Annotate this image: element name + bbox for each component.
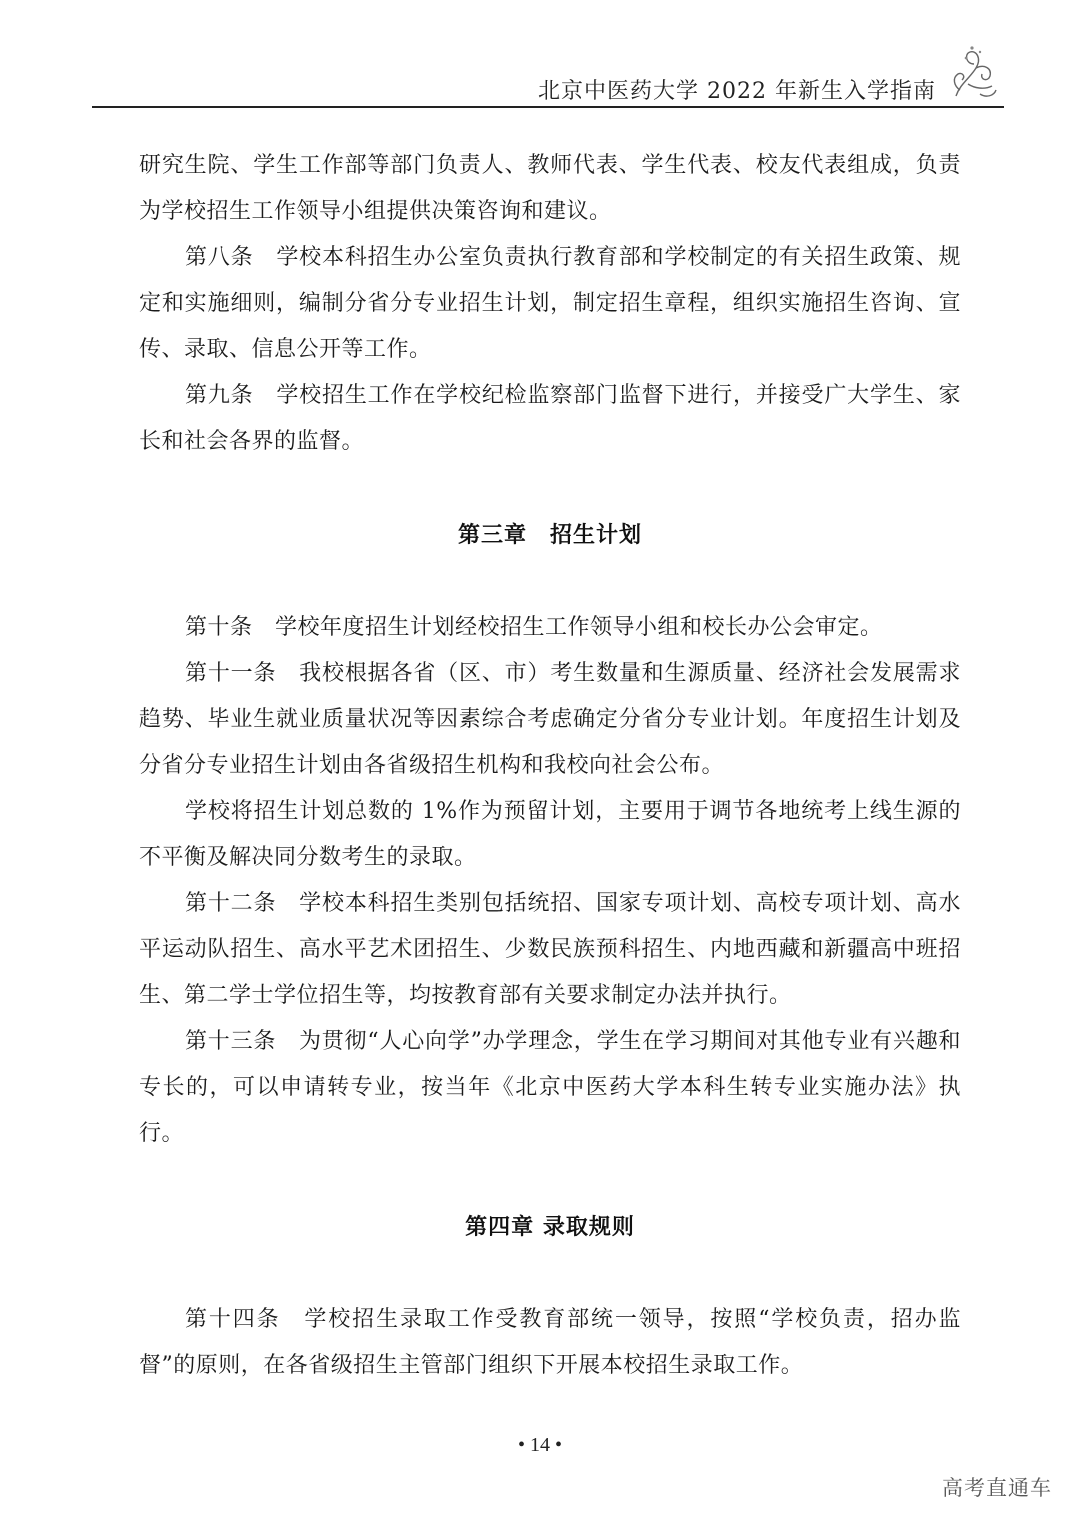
page-header (92, 66, 1004, 108)
floral-ornament-icon (946, 44, 1002, 104)
article-11: 第十一条 我校根据各省（区、市）考生数量和生源质量、经济社会发展需求趋势、毕业生就业质量状况等因素综合考虑确定分省分专业计划。年度招生计划及分省分专业招生计划由各省级招生机构和我校向社会公布。 (139, 661, 961, 778)
article-13: 第十三条 为贯彻“人心向学”办学理念，学生在学习期间对其他专业有兴趣和专长的，可以申请转专业，按当年《北京中医药大学本科生转专业实施办法》执行。 (139, 1029, 961, 1146)
header-title: 北京中医药大学 2022 年新生入学指南 (538, 79, 936, 104)
page-number: • 14 • (517, 1434, 562, 1456)
article-8: 第八条 学校本科招生办公室负责执行教育部和学校制定的有关招生政策、规定和实施细则，编制分省分专业招生计划，制定招生章程，组织实施招生咨询、宣传、录取、信息公开等工作。 (139, 245, 961, 362)
article-10: 第十条 学校年度招生计划经校招生工作领导小组和校长办公会审定。 (185, 615, 883, 640)
paragraph-intro: 研究生院、学生工作部等部门负责人、教师代表、学生代表、校友代表组成，负责为学校招生工作领导小组提供决策咨询和建议。 (139, 153, 961, 224)
watermark: 高考直通车 (942, 1476, 1052, 1500)
page-content (139, 143, 961, 1389)
chapter-4-heading: 第四章 录取规则 (465, 1215, 635, 1240)
article-14: 第十四条 学校招生录取工作受教育部统一领导，按照“学校负责，招办监督”的原则，在各省级招生主管部门组织下开展本校招生录取工作。 (139, 1307, 961, 1378)
article-9: 第九条 学校招生工作在学校纪检监察部门监督下进行，并接受广大学生、家长和社会各界的监督。 (139, 383, 961, 454)
chapter-3-heading: 第三章 招生计划 (457, 523, 642, 548)
article-11-reserve: 学校将招生计划总数的 1%作为预留计划，主要用于调节各地统考上线生源的不平衡及解决同分数考生的录取。 (139, 799, 961, 870)
article-12: 第十二条 学校本科招生类别包括统招、国家专项计划、高校专项计划、高水平运动队招生、高水平艺术团招生、少数民族预科招生、内地西藏和新疆高中班招生、第二学士学位招生等，均按教育部有关要求制定办法并执行。 (139, 891, 961, 1008)
